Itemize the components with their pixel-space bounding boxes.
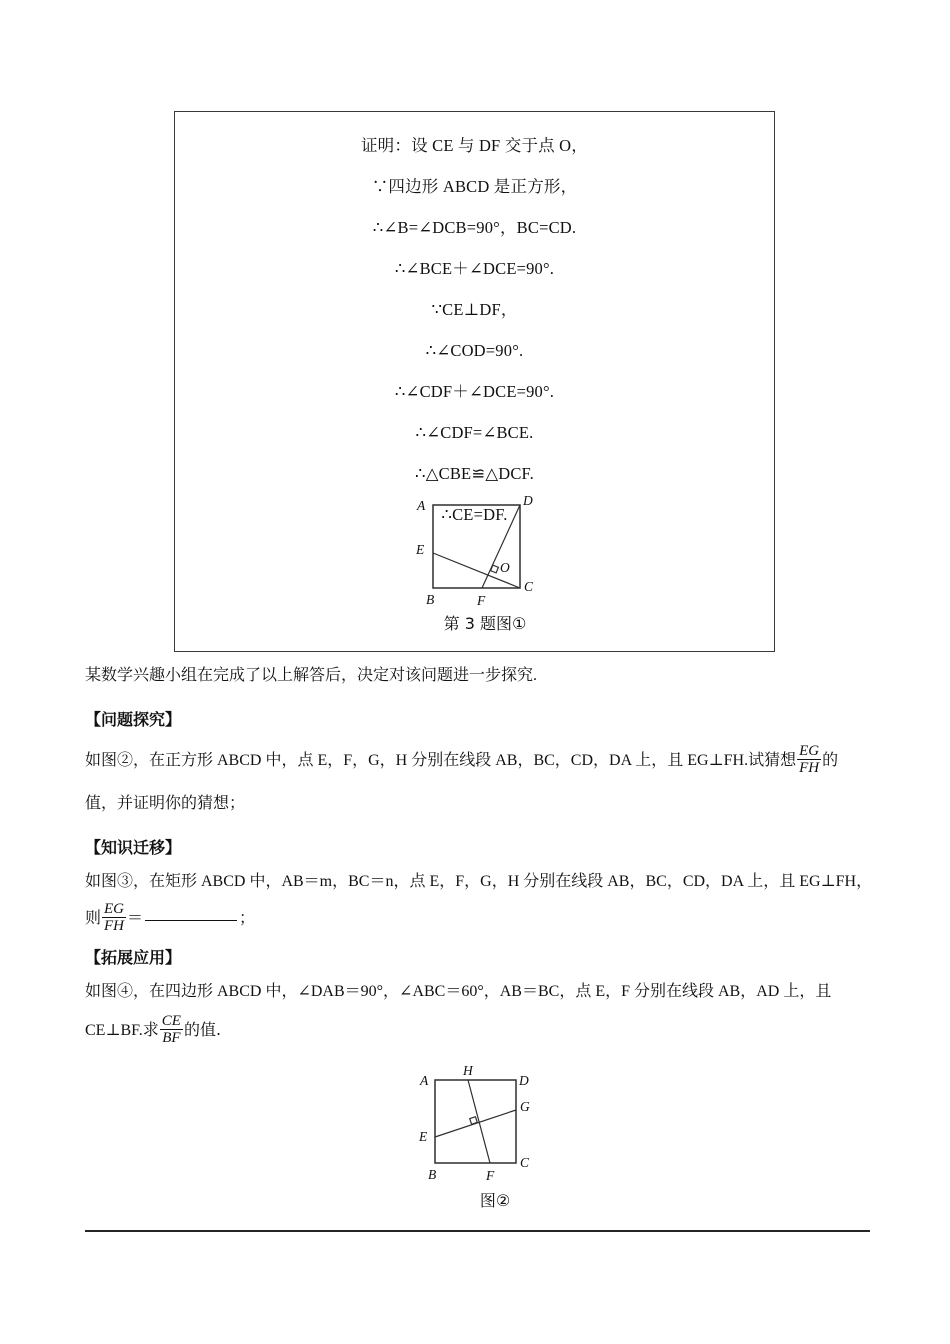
- figure-2-label-A: A: [420, 1073, 429, 1088]
- section-2-text-before: 则: [85, 908, 102, 927]
- fraction-numerator: EG: [799, 743, 820, 759]
- fraction-numerator: EG: [104, 901, 125, 917]
- figure-1-label-F: F: [477, 593, 486, 608]
- figure-2-label-D: D: [519, 1073, 529, 1088]
- fraction-denominator: BF: [160, 1029, 183, 1046]
- section-heading-problem-inquiry: 【问题探究】: [85, 710, 182, 729]
- proof-line: ∴△CBE≌△DCF.: [415, 464, 534, 483]
- section-1-text-before: 如图②，在正方形 ABCD 中，点 E，F，G，H 分别在线段 AB，BC，CD，DA 上，且 EG⊥FH.试猜想: [85, 752, 797, 769]
- figure-2: [400, 1062, 590, 1227]
- proof-line: ∴∠COD=90°.: [425, 341, 524, 360]
- proof-line: ∵CE⊥DF，: [431, 300, 518, 319]
- figure-2-caption: 图②: [479, 1191, 511, 1210]
- section-2-text-after: ；: [239, 910, 256, 927]
- section-2-line-1: 如图③，在矩形 ABCD 中，AB＝m，BC＝n，点 E，F，G，H 分别在线段 AB，BC，CD，DA 上，且 EG⊥FH，: [85, 873, 873, 890]
- figure-1: [390, 492, 580, 652]
- section-3-line-1: 如图④，在四边形 ABCD 中，∠DAB＝90°，∠ABC＝60°，AB＝BC，点 E，F 分别在线段 AB，AD 上，且: [85, 983, 832, 1000]
- proof-line: ∴CE=DF.: [441, 505, 508, 524]
- proof-line: ∴∠B=∠DCB=90°，BC=CD.: [372, 218, 577, 237]
- figure-1-caption: 第 3 题图①: [443, 614, 527, 633]
- section-2-line-2: [85, 901, 875, 934]
- proof-line: ∴∠CDF＋∠DCE=90°.: [394, 382, 555, 401]
- proof-lines: [175, 112, 774, 535]
- section-heading-extended-application: 【拓展应用】: [85, 948, 182, 967]
- fraction-eg-fh: [797, 743, 821, 776]
- fraction-ce-bf: [160, 1013, 183, 1046]
- figure-1-label-E: E: [416, 542, 425, 557]
- fraction-eg-fh-2: [102, 901, 126, 934]
- figure-2-label-F: F: [486, 1168, 495, 1183]
- figure-1-label-A: A: [417, 498, 426, 513]
- figure-2-diagram: [400, 1062, 590, 1192]
- fraction-denominator: FH: [799, 760, 820, 777]
- figure-2-label-G: G: [520, 1099, 530, 1114]
- proof-line: ∴∠BCE＋∠DCE=90°.: [394, 259, 555, 278]
- figure-2-label-H: H: [463, 1063, 473, 1078]
- section-1-line-2: 值，并证明你的猜想；: [85, 795, 246, 812]
- section-1-text-after: 的: [822, 750, 839, 769]
- figure-2-label-B: B: [428, 1167, 437, 1182]
- section-3-text-after: 的值.: [183, 1020, 222, 1039]
- figure-1-label-B: B: [426, 592, 435, 607]
- section-3-line-2: [85, 1013, 875, 1046]
- figure-2-label-E: E: [419, 1129, 428, 1144]
- intro-paragraph: 某数学兴趣小组在完成了以上解答后，决定对该问题进一步探究.: [85, 667, 538, 684]
- figure-1-label-D: D: [523, 493, 533, 508]
- section-1-line-1: [85, 743, 875, 776]
- figure-1-diagram: [390, 492, 580, 617]
- section-3-text-before: CE⊥BF.求: [85, 1022, 159, 1039]
- footer-divider: [85, 1230, 870, 1232]
- proof-line: ∵四边形 ABCD 是正方形，: [371, 177, 578, 196]
- figure-1-label-O: O: [500, 560, 510, 575]
- figure-2-label-C: C: [520, 1155, 530, 1170]
- section-heading-knowledge-transfer: 【知识迁移】: [85, 838, 182, 857]
- answer-blank[interactable]: [145, 920, 237, 921]
- proof-line: ∴∠CDF=∠BCE.: [415, 423, 534, 442]
- fraction-denominator: FH: [104, 918, 125, 935]
- fraction-numerator: CE: [161, 1013, 181, 1029]
- figure-1-label-C: C: [524, 579, 534, 594]
- section-2-equals: ＝: [127, 910, 144, 927]
- proof-line: 证明：设 CE 与 DF 交于点 O，: [360, 136, 589, 155]
